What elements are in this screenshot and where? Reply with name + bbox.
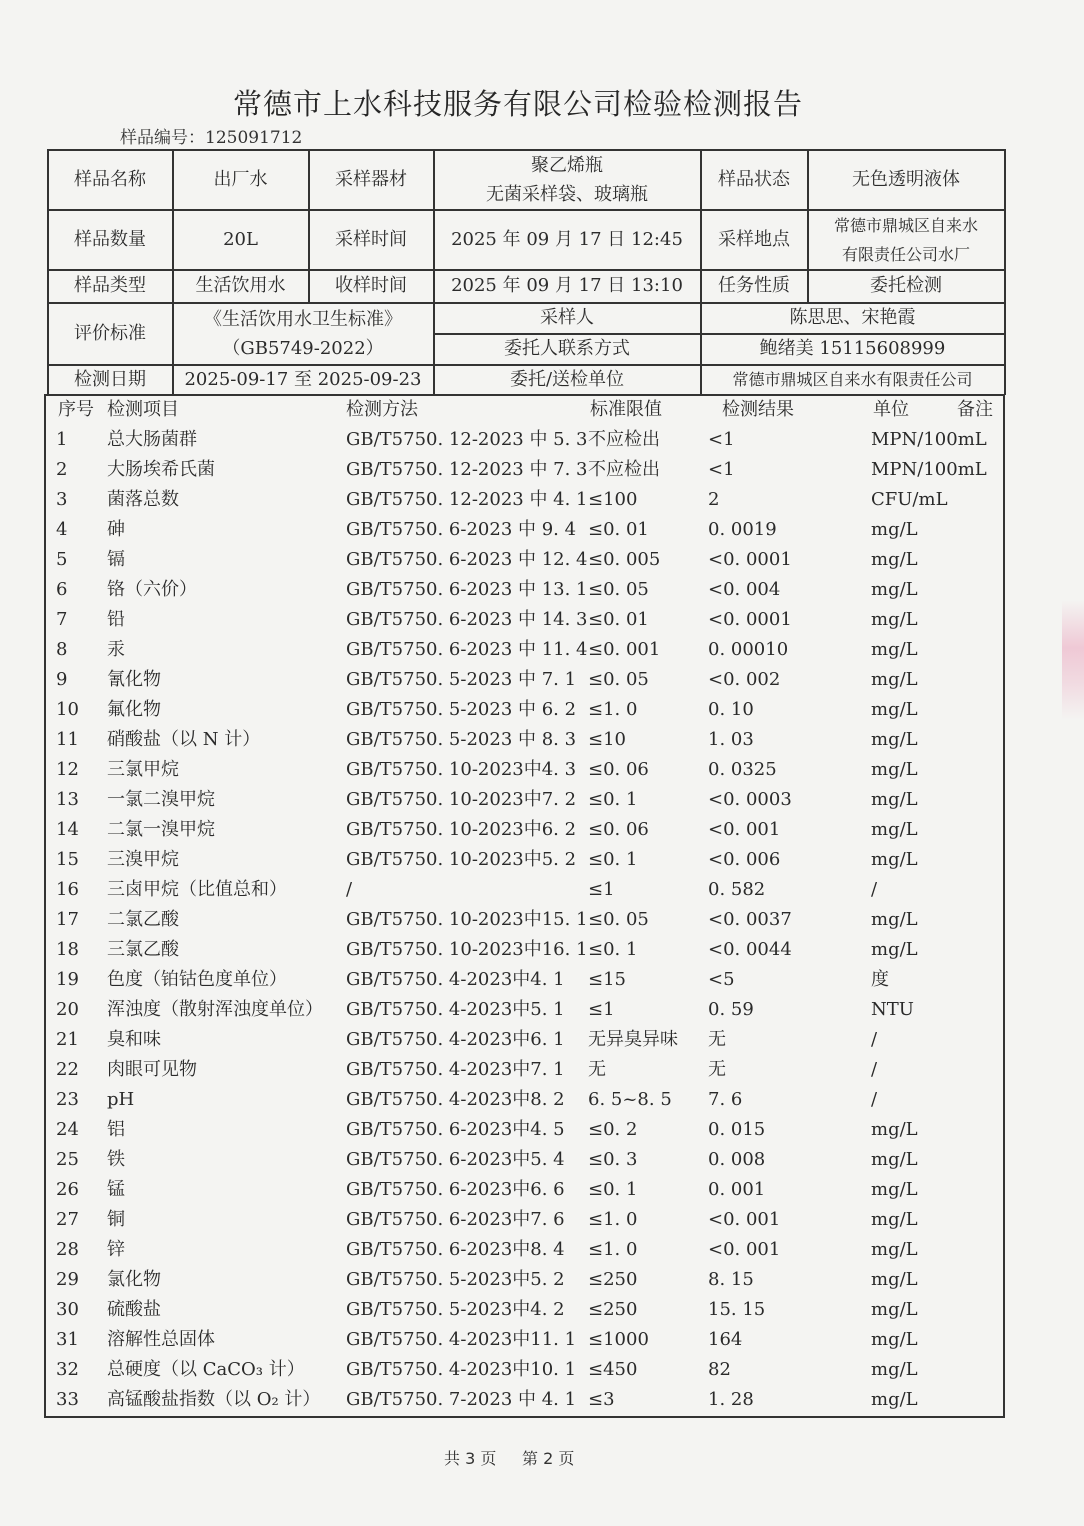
row-unit: mg/L — [871, 1209, 918, 1230]
row-limit: ≤0. 2 — [588, 1119, 638, 1140]
table-row — [0, 935, 1080, 965]
sampling-tool-line1: 聚乙烯瓶 — [531, 154, 603, 176]
row-no: 18 — [56, 939, 79, 960]
table-row — [0, 1025, 1080, 1055]
row-result: 7. 6 — [708, 1089, 743, 1110]
col-remark: 备注 — [957, 399, 993, 420]
table-row — [0, 1115, 1080, 1145]
table-row — [0, 1235, 1080, 1265]
row-result: <0. 001 — [708, 1239, 781, 1260]
row-no: 20 — [56, 999, 79, 1020]
quantity-label: 样品数量 — [74, 228, 146, 250]
row-item: 总大肠菌群 — [107, 429, 197, 450]
row-result: 164 — [708, 1329, 743, 1350]
report-title: 常德市上水科技服务有限公司检验检测报告 — [232, 87, 803, 121]
row-unit: mg/L — [871, 1239, 918, 1260]
row-limit: 无 — [588, 1059, 606, 1080]
row-limit: ≤0. 05 — [588, 579, 649, 600]
row-no: 30 — [56, 1299, 79, 1320]
row-no: 7 — [56, 609, 68, 630]
row-result: 无 — [708, 1059, 726, 1080]
table-row — [0, 995, 1080, 1025]
row-limit: ≤100 — [588, 489, 638, 510]
row-item: 臭和味 — [107, 1029, 161, 1050]
col-method: 检测方法 — [346, 399, 418, 420]
row-item: 铜 — [107, 1209, 125, 1230]
task-label: 任务性质 — [718, 275, 790, 296]
row-result: <1 — [708, 429, 735, 450]
results-frame-bottom — [44, 1416, 1004, 1418]
row-unit: NTU — [871, 999, 914, 1020]
table-row — [0, 875, 1080, 905]
standard-value — [173, 303, 433, 364]
sample-number: 样品编号：125091712 — [120, 128, 303, 148]
row-unit: mg/L — [871, 1119, 918, 1140]
row-result: <0. 0037 — [708, 909, 792, 930]
row-no: 29 — [56, 1269, 79, 1290]
row-result: <0. 004 — [708, 579, 781, 600]
sampler-value: 陈思思、宋艳霞 — [789, 307, 916, 328]
row-result: <0. 0003 — [708, 789, 792, 810]
sample-name-value: 出厂水 — [213, 168, 268, 190]
row-method: / — [346, 879, 353, 900]
row-unit: 度 — [871, 969, 889, 990]
row-limit: ≤0. 1 — [588, 939, 638, 960]
table-row — [0, 1055, 1080, 1085]
receive-time-value: 2025 年 09 月 17 日 13:10 — [451, 275, 683, 296]
row-unit: mg/L — [871, 579, 918, 600]
row-limit: ≤450 — [588, 1359, 638, 1380]
row-unit: mg/L — [871, 609, 918, 630]
contact-value: 鲍绪美 15115608999 — [759, 338, 946, 359]
row-result: 0. 00010 — [708, 639, 789, 660]
row-item: 二氯乙酸 — [107, 909, 179, 930]
row-item: 氟化物 — [107, 699, 161, 720]
row-method: GB/T5750. 4-2023中6. 1 — [346, 1029, 565, 1050]
row-no: 24 — [56, 1119, 79, 1140]
sampling-tool-label: 采样器材 — [335, 168, 407, 190]
row-limit: ≤1 — [588, 879, 615, 900]
contact-label: 委托人联系方式 — [504, 338, 630, 359]
row-result: 0. 10 — [708, 699, 754, 720]
table-row — [0, 725, 1080, 755]
row-item: 汞 — [107, 639, 125, 660]
row-method: GB/T5750. 6-2023 中 12. 4 — [346, 549, 588, 570]
row-method: GB/T5750. 10-2023中7. 2 — [346, 789, 577, 810]
row-limit: ≤1. 0 — [588, 699, 638, 720]
col-limit: 标准限值 — [590, 399, 662, 420]
row-item: 菌落总数 — [107, 489, 179, 510]
row-unit: mg/L — [871, 1269, 918, 1290]
row-item: 色度（铂钴色度单位） — [107, 969, 287, 990]
row-method: GB/T5750. 4-2023中11. 1 — [346, 1329, 577, 1350]
table-row — [0, 455, 1080, 485]
row-unit: mg/L — [871, 549, 918, 570]
row-unit: / — [871, 1029, 878, 1050]
row-result: <0. 001 — [708, 819, 781, 840]
row-method: GB/T5750. 12-2023 中 4. 1 — [346, 489, 588, 510]
row-result: <5 — [708, 969, 735, 990]
row-no: 31 — [56, 1329, 79, 1350]
row-unit: mg/L — [871, 1359, 918, 1380]
row-unit: mg/L — [871, 1329, 918, 1350]
sampling-time-label: 采样时间 — [335, 228, 407, 250]
row-no: 14 — [56, 819, 79, 840]
row-no: 4 — [56, 519, 68, 540]
results-header-row — [0, 395, 1080, 425]
row-no: 33 — [56, 1389, 79, 1410]
row-unit: mg/L — [871, 699, 918, 720]
row-result: 2 — [708, 489, 720, 510]
row-no: 3 — [56, 489, 68, 510]
row-unit: mg/L — [871, 789, 918, 810]
row-method: GB/T5750. 5-2023 中 7. 1 — [346, 669, 577, 690]
sampling-place-value — [808, 210, 1004, 269]
col-item: 检测项目 — [107, 399, 179, 420]
row-item: 三氯甲烷 — [107, 759, 179, 780]
row-method: GB/T5750. 10-2023中4. 3 — [346, 759, 577, 780]
row-method: GB/T5750. 4-2023中10. 1 — [346, 1359, 577, 1380]
row-no: 6 — [56, 579, 68, 600]
row-limit: ≤0. 01 — [588, 519, 649, 540]
table-row — [0, 515, 1080, 545]
task-value: 委托检测 — [870, 275, 942, 296]
row-result: <0. 002 — [708, 669, 781, 690]
row-result: 0. 59 — [708, 999, 754, 1020]
row-no: 19 — [56, 969, 79, 990]
row-unit: mg/L — [871, 1179, 918, 1200]
row-method: GB/T5750. 10-2023中16. 1 — [346, 939, 588, 960]
row-item: 硝酸盐（以 N 计） — [107, 729, 261, 750]
row-method: GB/T5750. 6-2023 中 9. 4 — [346, 519, 577, 540]
row-method: GB/T5750. 5-2023中4. 2 — [346, 1299, 565, 1320]
row-item: 铅 — [107, 609, 125, 630]
row-no: 1 — [56, 429, 68, 450]
row-result: 1. 03 — [708, 729, 754, 750]
row-limit: ≤0. 05 — [588, 909, 649, 930]
table-row — [0, 635, 1080, 665]
table-row — [0, 1325, 1080, 1355]
row-item: 三氯乙酸 — [107, 939, 179, 960]
row-limit: ≤1 — [588, 999, 615, 1020]
row-no: 27 — [56, 1209, 79, 1230]
standard-label: 评价标准 — [74, 322, 146, 344]
row-no: 15 — [56, 849, 79, 870]
row-limit: ≤10 — [588, 729, 626, 750]
row-item: 二氯一溴甲烷 — [107, 819, 215, 840]
row-unit: mg/L — [871, 669, 918, 690]
sampler-label: 采样人 — [540, 307, 594, 328]
row-result: 0. 001 — [708, 1179, 766, 1200]
row-result: <0. 0001 — [708, 609, 792, 630]
row-method: GB/T5750. 10-2023中15. 1 — [346, 909, 588, 930]
row-method: GB/T5750. 7-2023 中 4. 1 — [346, 1389, 577, 1410]
row-method: GB/T5750. 6-2023 中 13. 1 — [346, 579, 588, 600]
row-no: 28 — [56, 1239, 79, 1260]
table-row — [0, 815, 1080, 845]
table-row — [0, 1145, 1080, 1175]
standard-line1: 《生活饮用水卫生标准》 — [204, 308, 402, 330]
row-result: 15. 15 — [708, 1299, 766, 1320]
row-no: 9 — [56, 669, 68, 690]
row-no: 26 — [56, 1179, 79, 1200]
row-unit: mg/L — [871, 519, 918, 540]
table-row — [0, 845, 1080, 875]
row-method: GB/T5750. 4-2023中7. 1 — [346, 1059, 565, 1080]
row-item: 总硬度（以 CaCO₃ 计） — [107, 1359, 305, 1380]
sample-name-label: 样品名称 — [74, 168, 146, 190]
row-item: 大肠埃希氏菌 — [107, 459, 215, 480]
row-item: 氰化物 — [107, 669, 161, 690]
row-method: GB/T5750. 5-2023 中 8. 3 — [346, 729, 577, 750]
row-limit: 6. 5~8. 5 — [588, 1089, 672, 1110]
row-limit: ≤0. 05 — [588, 669, 649, 690]
table-row — [0, 965, 1080, 995]
row-unit: mg/L — [871, 909, 918, 930]
row-limit: ≤250 — [588, 1269, 638, 1290]
row-unit: mg/L — [871, 1389, 918, 1410]
row-item: 砷 — [107, 519, 125, 540]
row-unit: mg/L — [871, 849, 918, 870]
row-unit: mg/L — [871, 1299, 918, 1320]
row-method: GB/T5750. 12-2023 中 5. 3 — [346, 429, 588, 450]
table-row — [0, 605, 1080, 635]
row-unit: / — [871, 1089, 878, 1110]
unit-value: 常德市鼎城区自来水有限责任公司 — [732, 369, 973, 389]
row-unit: mg/L — [871, 939, 918, 960]
row-limit: ≤250 — [588, 1299, 638, 1320]
current-page: 第 2 页 — [522, 1449, 575, 1468]
table-row — [0, 1385, 1080, 1415]
row-item: 三卤甲烷（比值总和） — [107, 879, 287, 900]
row-no: 23 — [56, 1089, 79, 1110]
row-method: GB/T5750. 4-2023中4. 1 — [346, 969, 565, 990]
row-result: 0. 0325 — [708, 759, 777, 780]
row-item: 一氯二溴甲烷 — [107, 789, 215, 810]
row-limit: ≤0. 06 — [588, 759, 649, 780]
date-value: 2025-09-17 至 2025-09-23 — [184, 368, 422, 390]
row-limit: ≤0. 001 — [588, 639, 661, 660]
row-item: 氯化物 — [107, 1269, 161, 1290]
total-pages: 共 3 页 — [444, 1449, 497, 1468]
row-item: 肉眼可见物 — [107, 1059, 197, 1080]
row-result: 0. 0019 — [708, 519, 777, 540]
row-result: 0. 008 — [708, 1149, 766, 1170]
row-unit: MPN/100mL — [871, 459, 987, 480]
row-result: <0. 001 — [708, 1209, 781, 1230]
row-method: GB/T5750. 4-2023中5. 1 — [346, 999, 565, 1020]
table-row — [0, 545, 1080, 575]
row-no: 10 — [56, 699, 79, 720]
row-method: GB/T5750. 6-2023 中 14. 3 — [346, 609, 588, 630]
sample-state-value: 无色透明液体 — [852, 168, 960, 190]
row-item: 锌 — [107, 1239, 125, 1260]
table-row — [0, 755, 1080, 785]
row-limit: 不应检出 — [588, 429, 660, 450]
row-item: 铁 — [107, 1149, 125, 1170]
row-result: <0. 0001 — [708, 549, 792, 570]
type-value: 生活饮用水 — [195, 275, 286, 296]
row-unit: CFU/mL — [871, 489, 948, 510]
row-no: 2 — [56, 459, 68, 480]
row-method: GB/T5750. 5-2023中5. 2 — [346, 1269, 565, 1290]
row-limit: ≤1000 — [588, 1329, 649, 1350]
row-no: 32 — [56, 1359, 79, 1380]
row-limit: ≤3 — [588, 1389, 615, 1410]
row-result: 无 — [708, 1029, 726, 1050]
row-item: 镉 — [107, 549, 125, 570]
row-no: 21 — [56, 1029, 79, 1050]
row-limit: ≤0. 1 — [588, 849, 638, 870]
row-limit: 不应检出 — [588, 459, 660, 480]
sampling-tool-value — [434, 150, 700, 209]
table-row — [0, 785, 1080, 815]
row-limit: ≤0. 1 — [588, 789, 638, 810]
row-method: GB/T5750. 6-2023中6. 6 — [346, 1179, 565, 1200]
row-limit: ≤1. 0 — [588, 1209, 638, 1230]
row-result: 1. 28 — [708, 1389, 754, 1410]
row-method: GB/T5750. 6-2023中5. 4 — [346, 1149, 565, 1170]
row-no: 25 — [56, 1149, 79, 1170]
row-method: GB/T5750. 6-2023中8. 4 — [346, 1239, 565, 1260]
row-result: <1 — [708, 459, 735, 480]
row-method: GB/T5750. 6-2023中7. 6 — [346, 1209, 565, 1230]
row-method: GB/T5750. 4-2023中8. 2 — [346, 1089, 565, 1110]
row-method: GB/T5750. 10-2023中5. 2 — [346, 849, 577, 870]
row-no: 22 — [56, 1059, 79, 1080]
table-row — [0, 485, 1080, 515]
row-limit: ≤0. 1 — [588, 1179, 638, 1200]
table-row — [0, 1265, 1080, 1295]
row-item: 三溴甲烷 — [107, 849, 179, 870]
row-result: <0. 006 — [708, 849, 781, 870]
table-row — [0, 1355, 1080, 1385]
standard-line2: （GB5749-2022） — [222, 337, 384, 359]
row-unit: MPN/100mL — [871, 429, 987, 450]
row-limit: ≤1. 0 — [588, 1239, 638, 1260]
row-item: 铝 — [107, 1119, 125, 1140]
sampling-place-label: 采样地点 — [718, 228, 790, 250]
sampling-place-line2: 有限责任公司水厂 — [841, 244, 970, 264]
row-method: GB/T5750. 5-2023 中 6. 2 — [346, 699, 577, 720]
row-limit: ≤0. 005 — [588, 549, 661, 570]
row-no: 17 — [56, 909, 79, 930]
row-method: GB/T5750. 10-2023中6. 2 — [346, 819, 577, 840]
row-method: GB/T5750. 6-2023中4. 5 — [346, 1119, 565, 1140]
table-row — [0, 1175, 1080, 1205]
row-unit: mg/L — [871, 819, 918, 840]
sampling-time-value: 2025 年 09 月 17 日 12:45 — [451, 228, 683, 250]
row-result: 8. 15 — [708, 1269, 754, 1290]
row-unit: mg/L — [871, 729, 918, 750]
row-no: 12 — [56, 759, 79, 780]
table-row — [0, 1295, 1080, 1325]
row-item: 硫酸盐 — [107, 1299, 161, 1320]
table-row — [0, 575, 1080, 605]
row-no: 16 — [56, 879, 79, 900]
table-row — [0, 425, 1080, 455]
unit-label: 委托/送检单位 — [509, 368, 625, 390]
row-limit: ≤0. 3 — [588, 1149, 638, 1170]
receive-time-label: 收样时间 — [335, 275, 407, 296]
date-label: 检测日期 — [74, 368, 146, 390]
table-row — [0, 1085, 1080, 1115]
row-unit: mg/L — [871, 759, 918, 780]
sample-state-label: 样品状态 — [718, 168, 790, 190]
table-row — [0, 1205, 1080, 1235]
col-result: 检测结果 — [722, 399, 794, 420]
row-limit: 无异臭异味 — [588, 1029, 678, 1050]
row-item: 高锰酸盐指数（以 O₂ 计） — [107, 1389, 321, 1410]
row-item: pH — [107, 1089, 135, 1110]
row-result: <0. 0044 — [708, 939, 792, 960]
row-unit: mg/L — [871, 1149, 918, 1170]
col-unit: 单位 — [873, 399, 909, 420]
type-label: 样品类型 — [74, 275, 146, 296]
row-result: 82 — [708, 1359, 731, 1380]
row-item: 溶解性总固体 — [107, 1329, 215, 1350]
row-unit: / — [871, 1059, 878, 1080]
quantity-value: 20L — [223, 228, 258, 250]
row-item: 浑浊度（散射浑浊度单位） — [107, 999, 323, 1020]
table-row — [0, 905, 1080, 935]
row-unit: / — [871, 879, 878, 900]
row-limit: ≤0. 01 — [588, 609, 649, 630]
row-item: 锰 — [107, 1179, 125, 1200]
row-limit: ≤15 — [588, 969, 626, 990]
row-method: GB/T5750. 12-2023 中 7. 3 — [346, 459, 588, 480]
row-limit: ≤0. 06 — [588, 819, 649, 840]
row-no: 13 — [56, 789, 79, 810]
sampling-tool-line2: 无菌采样袋、玻璃瓶 — [486, 183, 648, 205]
row-no: 11 — [56, 729, 79, 750]
row-no: 5 — [56, 549, 68, 570]
table-row — [0, 695, 1080, 725]
sampling-place-line1: 常德市鼎城区自来水 — [833, 215, 978, 235]
table-row — [0, 665, 1080, 695]
row-result: 0. 582 — [708, 879, 766, 900]
col-no: 序号 — [58, 399, 94, 420]
row-unit: mg/L — [871, 639, 918, 660]
row-result: 0. 015 — [708, 1119, 766, 1140]
row-item: 铬（六价） — [107, 579, 197, 600]
row-no: 8 — [56, 639, 68, 660]
stamp-mark — [1062, 600, 1084, 720]
row-method: GB/T5750. 6-2023 中 11. 4 — [346, 639, 588, 660]
